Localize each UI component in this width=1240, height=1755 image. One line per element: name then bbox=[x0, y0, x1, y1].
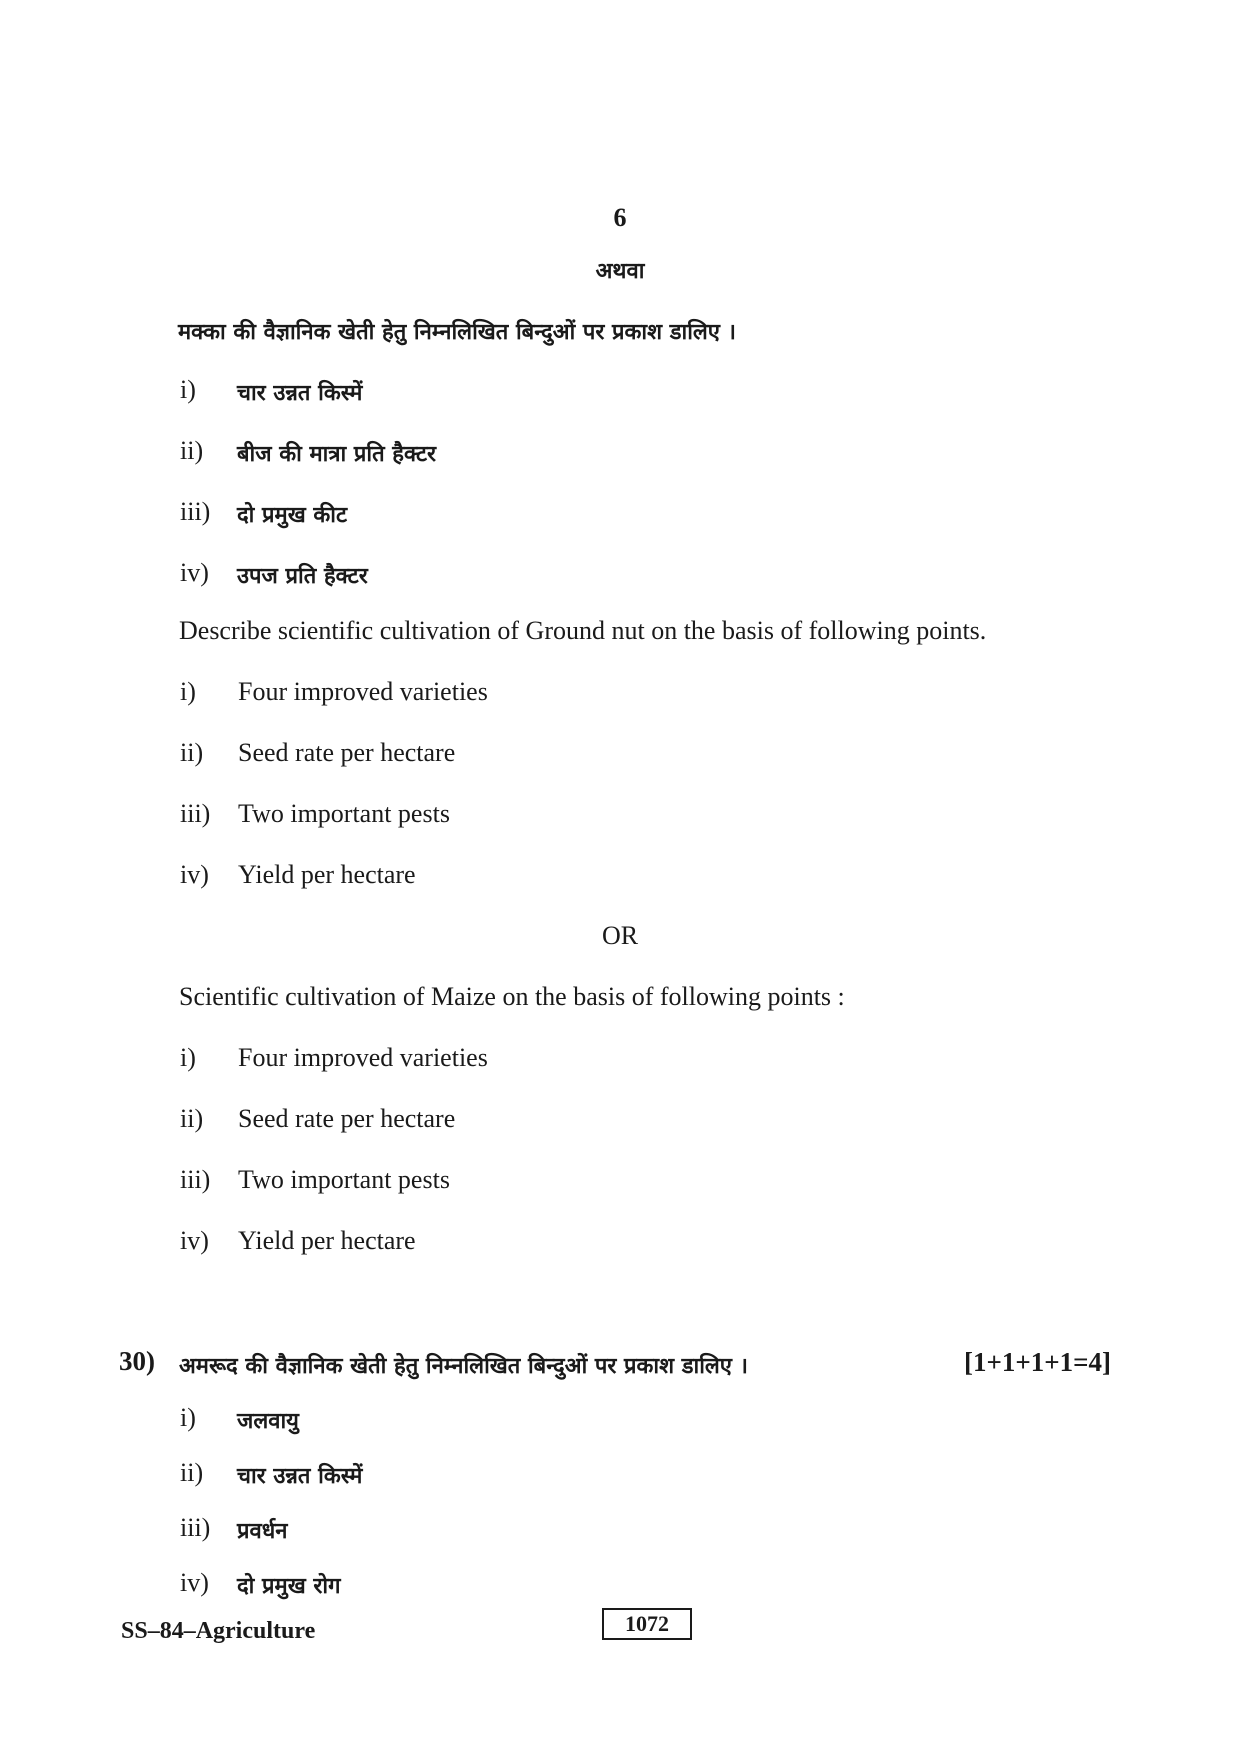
list-item-number: iii) bbox=[180, 799, 211, 828]
list-item-text: Four improved varieties bbox=[238, 1043, 488, 1072]
question-text: अमरूद की वैज्ञानिक खेती हेतु निम्नलिखित बिन्दुओं पर प्रकाश डालिए । bbox=[179, 1354, 748, 1379]
list-item-number: i) bbox=[180, 677, 196, 706]
list-item-text: दो प्रमुख कीट bbox=[237, 503, 348, 528]
or-english: OR bbox=[601, 921, 639, 950]
maize-intro: Scientific cultivation of Maize on the basis of following points : bbox=[179, 982, 845, 1011]
list-item-number: iii) bbox=[180, 1513, 211, 1542]
list-item-number: iv) bbox=[180, 558, 209, 587]
or-hindi: अथवा bbox=[595, 259, 645, 284]
list-item-text: चार उन्नत किस्में bbox=[237, 1464, 363, 1489]
list-item-text: बीज की मात्रा प्रति हैक्टर bbox=[237, 442, 437, 467]
list-item-text: Yield per hectare bbox=[238, 1226, 416, 1255]
list-item-text: Yield per hectare bbox=[238, 860, 416, 889]
question-number: 30) bbox=[119, 1346, 155, 1376]
footer-paper-code: SS–84–Agriculture bbox=[121, 1618, 316, 1644]
list-item-number: i) bbox=[180, 1043, 196, 1072]
list-item-number: iv) bbox=[180, 1226, 209, 1255]
list-item-text: दो प्रमुख रोग bbox=[237, 1574, 341, 1599]
list-item-number: iii) bbox=[180, 1165, 211, 1194]
page-number: 6 bbox=[613, 203, 627, 232]
list-item-number: ii) bbox=[180, 738, 204, 767]
groundnut-intro: Describe scientific cultivation of Ground nut on the basis of following points. bbox=[179, 616, 987, 645]
footer-page-code: 1072 bbox=[602, 1608, 692, 1640]
list-item-text: Seed rate per hectare bbox=[238, 738, 456, 767]
question-marks: [1+1+1+1=4] bbox=[963, 1347, 1111, 1377]
list-item-number: iii) bbox=[180, 497, 211, 526]
list-item-number: ii) bbox=[180, 1104, 204, 1133]
list-item-text: Two important pests bbox=[238, 1165, 450, 1194]
list-item-text: उपज प्रति हैक्टर bbox=[237, 564, 368, 589]
list-item-text: Four improved varieties bbox=[238, 677, 488, 706]
list-item-number: ii) bbox=[180, 436, 204, 465]
list-item-number: i) bbox=[180, 375, 196, 404]
list-item-text: Two important pests bbox=[238, 799, 450, 828]
intro-hindi: मक्का की वैज्ञानिक खेती हेतु निम्नलिखित बिन्दुओं पर प्रकाश डालिए । bbox=[178, 320, 736, 345]
list-item-number: iv) bbox=[180, 860, 209, 889]
list-item-number: ii) bbox=[180, 1458, 204, 1487]
list-item-text: Seed rate per hectare bbox=[238, 1104, 456, 1133]
list-item-text: प्रवर्धन bbox=[237, 1519, 288, 1544]
list-item-number: i) bbox=[180, 1403, 196, 1432]
list-item-text: जलवायु bbox=[237, 1409, 299, 1434]
list-item-text: चार उन्नत किस्में bbox=[237, 381, 363, 406]
list-item-number: iv) bbox=[180, 1568, 209, 1597]
